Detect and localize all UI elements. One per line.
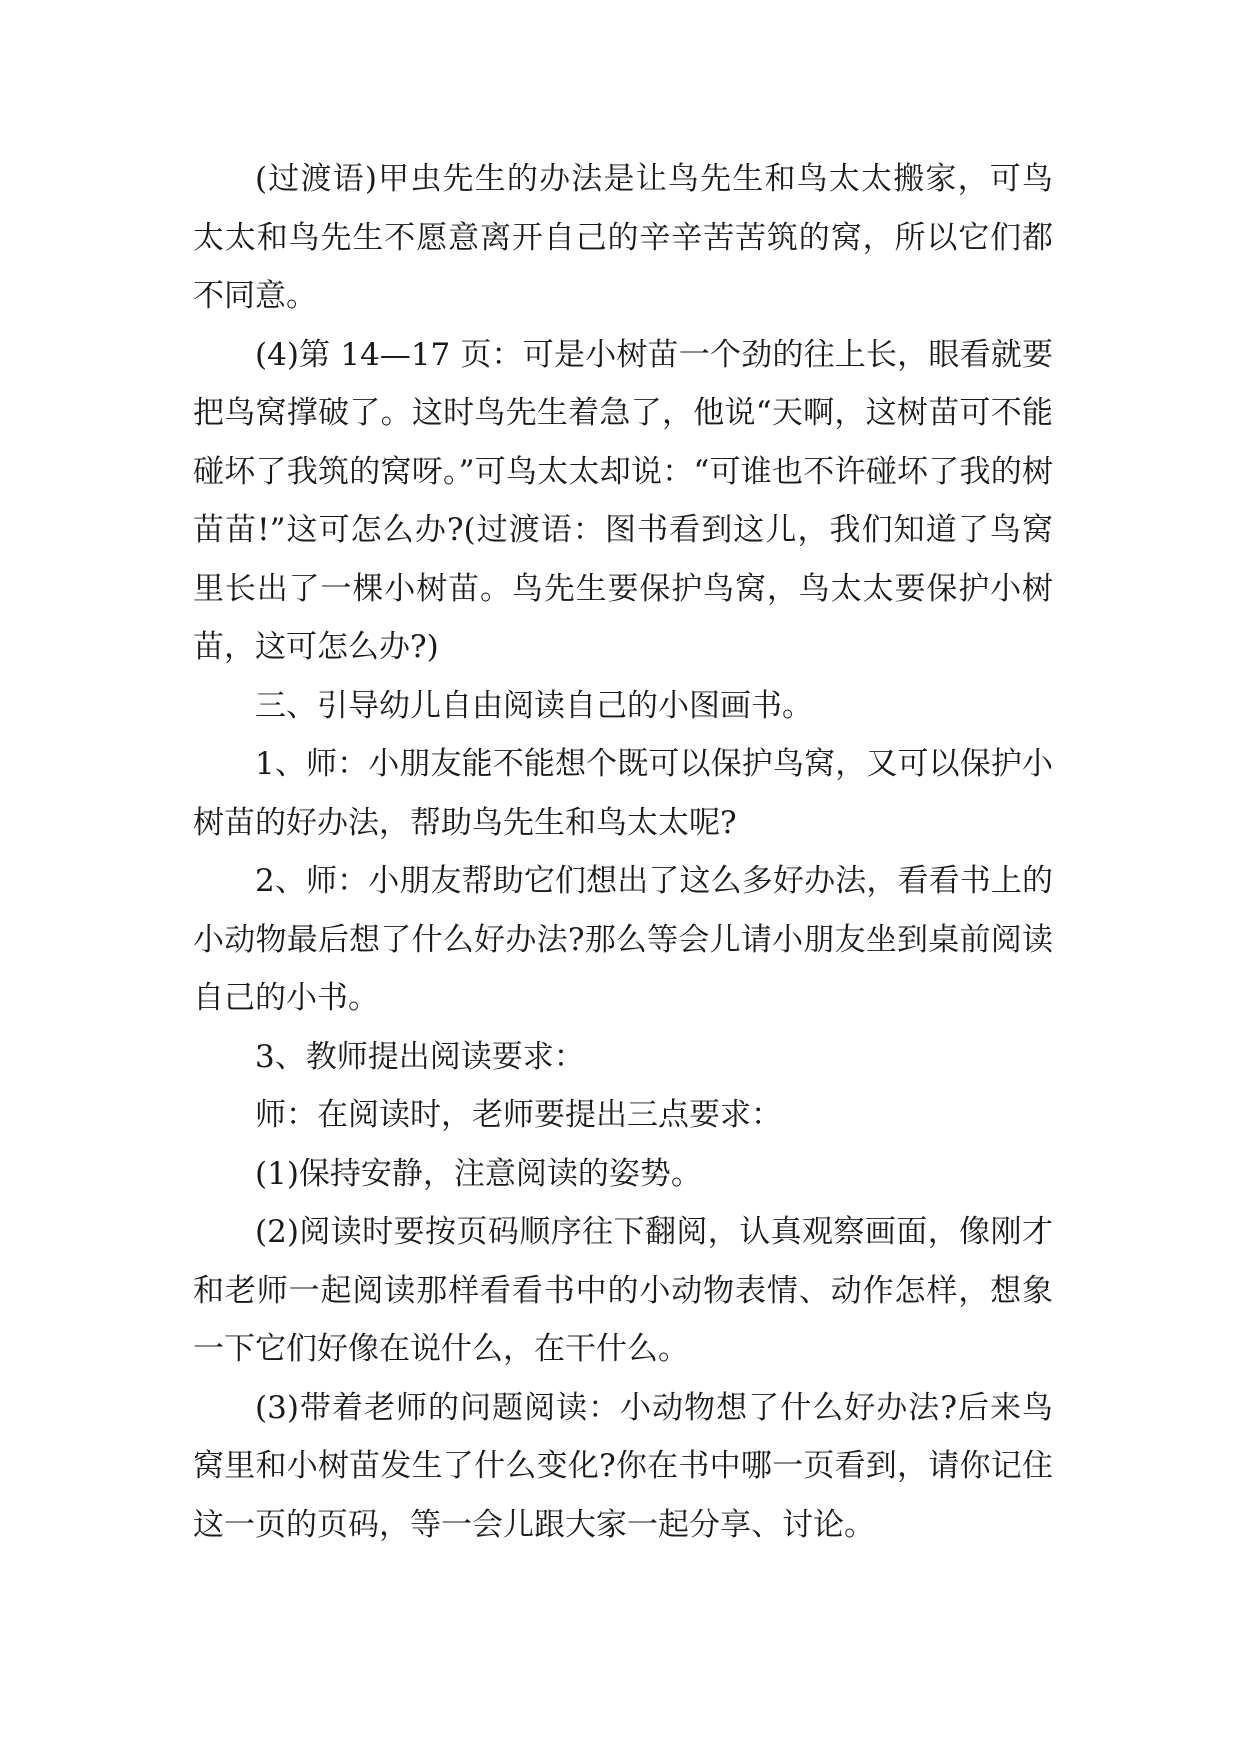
paragraph-transition-beetle: (过渡语)甲虫先生的办法是让鸟先生和鸟太太搬家，可鸟太太和鸟先生不愿意离开自己的辛辛苦苦筑的窝，所以它们都不同意。 [193,161,1053,314]
paragraph-requirement-3: (3)带着老师的问题阅读：小动物想了什么好办法?后来鸟窝里和小树苗发生了什么变化?你在书中哪一页看到，请你记住这一页的页码，等一会儿跟大家一起分享、讨论。 [193,1389,1053,1543]
paragraph-teacher-requirements: 师：在阅读时，老师要提出三点要求： [255,1097,782,1133]
paragraph-requirement-2: (2)阅读时要按页码顺序往下翻阅，认真观察画面，像刚才和老师一起阅读那样看看书中的小动物表情、动作怎样，想象一下它们好像在说什么，在干什么。 [193,1214,1053,1367]
document-body [193,150,1053,1554]
paragraph-step-1: 1、师：小朋友能不能想个既可以保护鸟窝，又可以保护小树苗的好办法，帮助鸟先生和鸟太太呢? [193,746,1053,841]
paragraph-requirement-1: (1)保持安静，注意阅读的姿势。 [255,1155,702,1192]
paragraph-step-2: 2、师：小朋友帮助它们想出了这么多好办法，看看书上的小动物最后想了什么好办法?那么等会儿请小朋友坐到桌前阅读自己的小书。 [193,863,1053,1016]
section-heading-free-reading: 三、引导幼儿自由阅读自己的小图画书。 [255,687,813,724]
paragraph-pages-14-17: (4)第 14—17 页：可是小树苗一个劲的往上长，眼看就要把鸟窝撑破了。这时鸟先生着急了，他说“天啊，这树苗可不能碰坏了我筑的窝呀。”可鸟太太却说：“可谁也不许碰坏了我的树苗苗!”这可怎么办?(过渡语：图书看到这儿，我们知道了鸟窝里长出了一棵小树苗。鸟先生要保护鸟窝，鸟太太要保护小树苗，这可怎么办?) [193,336,1053,665]
paragraph-step-3: 3、教师提出阅读要求： [255,1038,585,1075]
